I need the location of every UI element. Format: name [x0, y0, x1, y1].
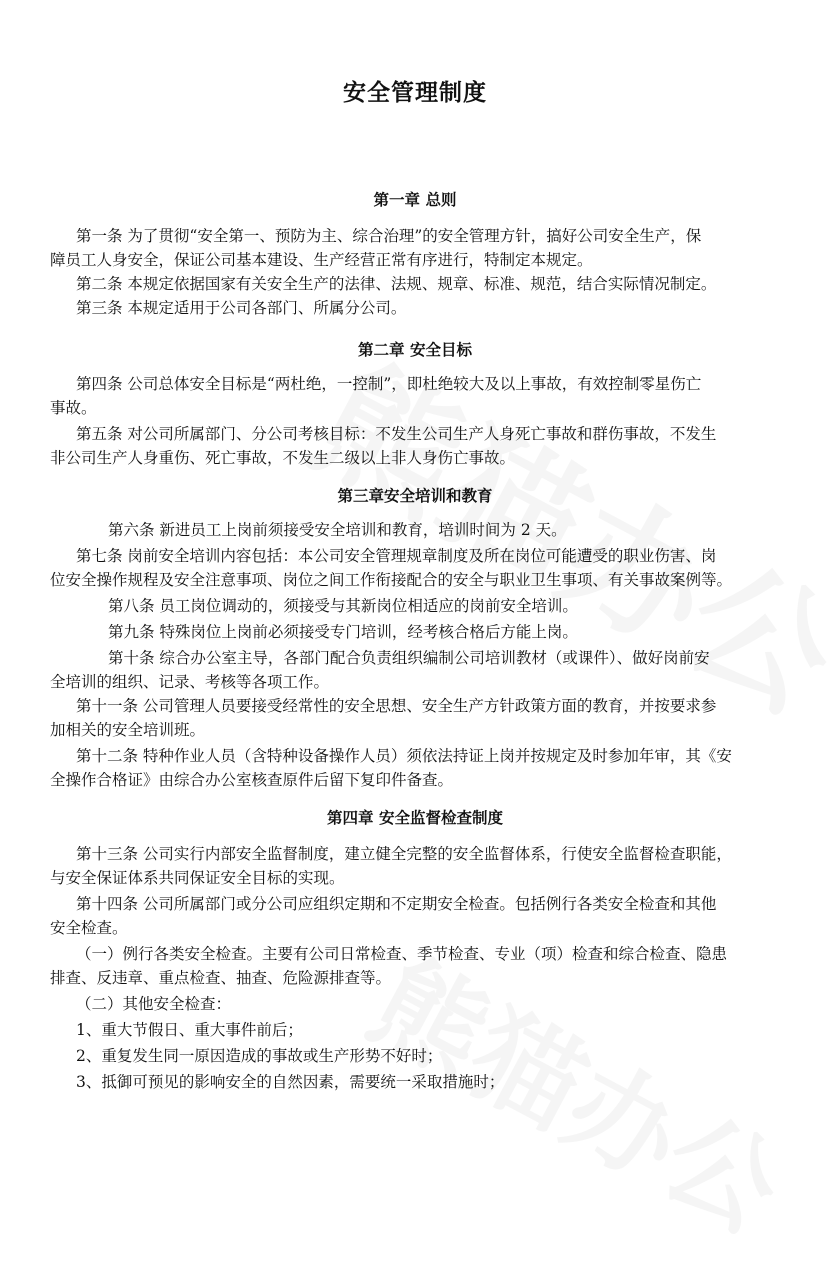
article-2-line-1: 第二条 本规定依据国家有关安全生产的法律、法规、规章、标准、规范，结合实际情况制定。 [76, 275, 717, 293]
article-11 [50, 694, 778, 742]
article-6-line-1: 第六条 新进员工上岗前须接受安全培训和教育，培训时间为 2 天。 [108, 521, 567, 539]
article-3-line-1: 第三条 本规定适用于公司各部门、所属分公司。 [76, 299, 407, 317]
article-5-line-2: 非公司生产人身重伤、死亡事故，不发生二级以上非人身伤亡事故。 [50, 449, 516, 467]
article-9 [50, 620, 778, 644]
article-14-line-2: 安全检查。 [50, 919, 128, 937]
article-7 [50, 544, 778, 592]
article-8 [50, 594, 778, 618]
article-6 [50, 518, 778, 542]
other-inspection-heading [50, 992, 778, 1016]
article-1-line-1: 第一条 为了贯彻“安全第一、预防为主、综合治理”的安全管理方针，搞好公司安全生产，保 [76, 227, 702, 245]
article-10-line-2: 全培训的组织、记录、考核等各项工作。 [50, 673, 330, 691]
list-item-1-text: 1、重大节假日、重大事件前后； [76, 1021, 303, 1039]
article-9-line-1: 第九条 特殊岗位上岗前必须接受专门培训，经考核合格后方能上岗。 [108, 623, 578, 641]
chapter-2-heading: 第二章 安全目标 [358, 341, 472, 359]
list-item-2-text: 2、重复发生同一原因造成的事故或生产形势不好时； [76, 1047, 443, 1065]
article-13-line-1: 第十三条 公司实行内部安全监督制度，建立健全完整的安全监督体系，行使安全监督检查职能， [76, 845, 732, 863]
article-2 [50, 272, 778, 296]
chapter-1-heading: 第一章 总则 [373, 191, 457, 209]
article-7-line-2: 位安全操作规程及安全注意事项、岗位之间工作衔接配合的安全与职业卫生事项、有关事故案例等。 [50, 571, 733, 589]
chapter-3-heading: 第三章安全培训和教育 [337, 487, 493, 505]
article-12-line-1: 第十二条 特种作业人员（含特种设备操作人员）须依法持证上岗并按规定及时参加年审，其《安 [76, 747, 732, 765]
article-4-line-1: 第四条 公司总体安全目标是“两杜绝，一控制”，即杜绝较大及以上事故，有效控制零星伤亡 [76, 375, 702, 393]
routine-inspection-line-1: （一）例行各类安全检查。主要有公司日常检查、季节检查、专业（项）检查和综合检查、隐患 [76, 945, 728, 963]
article-4-line-2: 事故。 [50, 399, 97, 417]
article-4 [50, 372, 778, 420]
article-14 [50, 892, 778, 940]
article-10 [50, 646, 778, 694]
article-10-line-1: 第十条 综合办公室主导，各部门配合负责组织编制公司培训教材（或课件）、做好岗前安 [108, 649, 710, 667]
article-14-line-1: 第十四条 公司所属部门或分公司应组织定期和不定期安全检查。包括例行各类安全检查和其他 [76, 895, 717, 913]
list-item-2 [50, 1044, 778, 1068]
routine-inspection [50, 942, 778, 990]
article-13-line-2: 与安全保证体系共同保证安全目标的实现。 [50, 869, 345, 887]
article-13 [50, 842, 778, 890]
article-5 [50, 422, 778, 470]
article-1-line-2: 障员工人身安全，保证公司基本建设、生产经营正常有序进行，特制定本规定。 [50, 251, 593, 269]
article-3 [50, 296, 778, 320]
list-item-3 [50, 1070, 778, 1094]
document-title: 安全管理制度 [343, 80, 487, 106]
article-12 [50, 744, 778, 792]
other-inspection-heading-line: （二）其他安全检查： [76, 995, 232, 1013]
list-item-3-text: 3、抵御可预见的影响安全的自然因素，需要统一采取措施时； [76, 1073, 505, 1091]
chapter-4-heading: 第四章 安全监督检查制度 [327, 809, 503, 827]
list-item-1 [50, 1018, 778, 1042]
article-1 [50, 224, 778, 272]
article-7-line-1: 第七条 岗前安全培训内容包括：本公司安全管理规章制度及所在岗位可能遭受的职业伤害、岗 [76, 547, 717, 565]
article-11-line-1: 第十一条 公司管理人员要接受经常性的安全思想、安全生产方针政策方面的教育，并按要求参 [76, 697, 717, 715]
article-8-line-1: 第八条 员工岗位调动的，须接受与其新岗位相适应的岗前安全培训。 [108, 597, 578, 615]
article-11-line-2: 加相关的安全培训班。 [50, 721, 206, 739]
article-12-line-2: 全操作合格证》由综合办公室核查原件后留下复印件备查。 [50, 771, 454, 789]
article-5-line-1: 第五条 对公司所属部门、分公司考核目标：不发生公司生产人身死亡事故和群伤事故，不发生 [76, 425, 717, 443]
routine-inspection-line-2: 排查、反违章、重点检查、抽查、危险源排查等。 [50, 969, 392, 987]
